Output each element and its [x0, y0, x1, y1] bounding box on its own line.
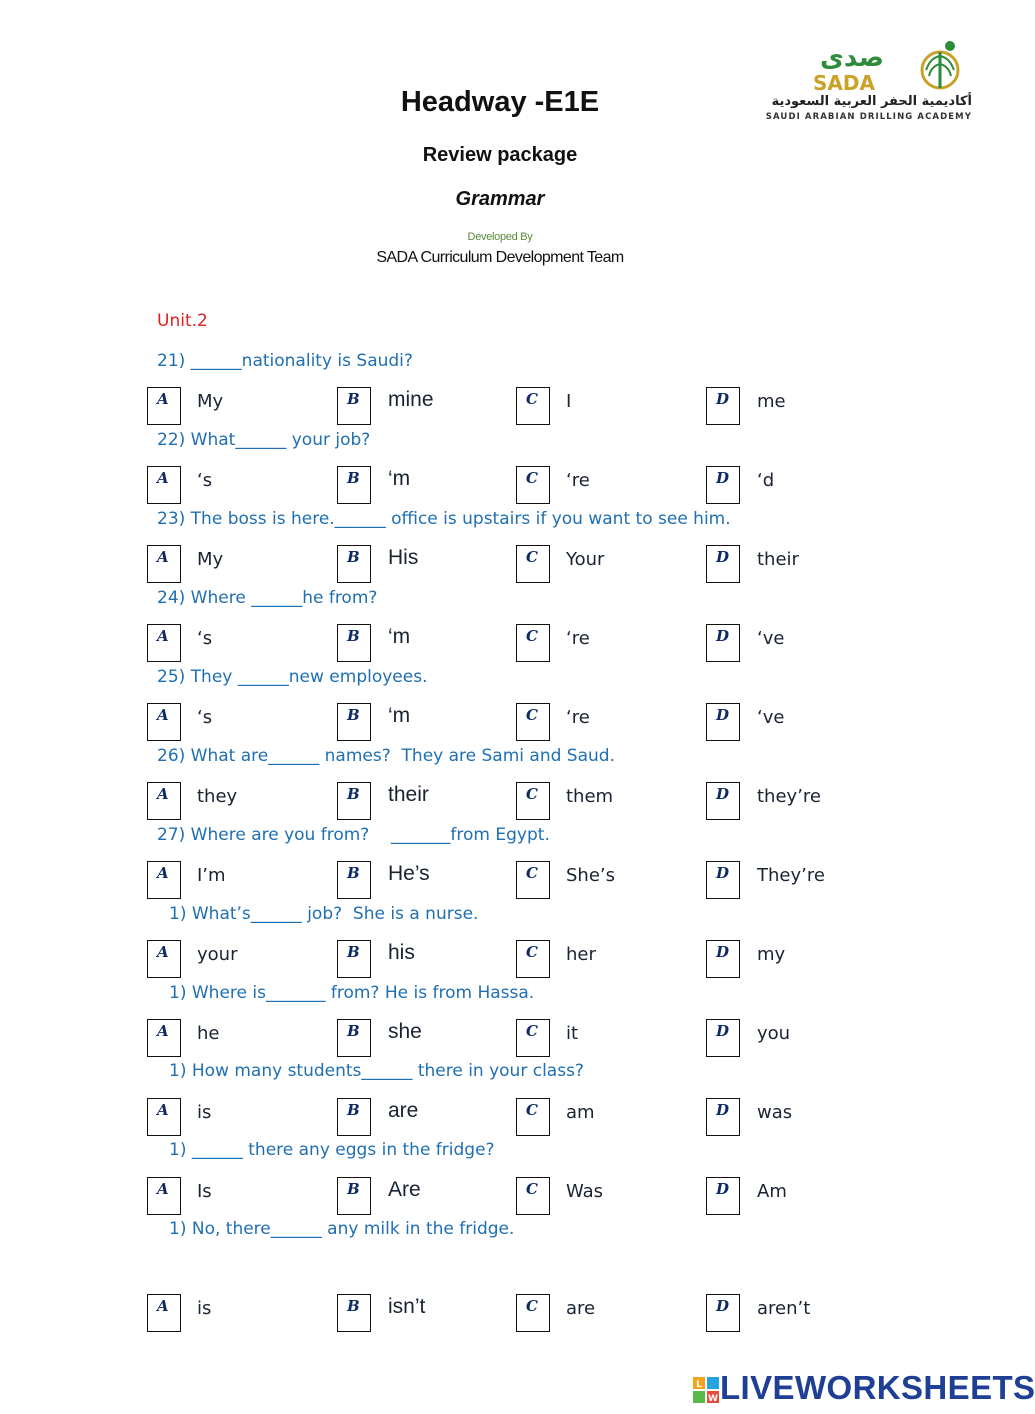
answer-checkbox-a[interactable]	[147, 1294, 181, 1332]
answer-checkbox-c[interactable]	[516, 545, 550, 583]
answer-checkbox-c[interactable]	[516, 1019, 550, 1057]
option-text-b: He’s	[388, 862, 430, 885]
option-letter: D	[716, 627, 730, 645]
question-prompt: Where is_______ from? He is from Hassa.	[191, 983, 535, 1003]
answer-checkbox-b[interactable]	[337, 861, 371, 899]
option-text-d: They’re	[757, 865, 825, 886]
answer-checkbox-b[interactable]	[337, 703, 371, 741]
team-name: SADA Curriculum Development Team	[376, 249, 624, 266]
question-prompt: ______nationality is Saudi?	[190, 351, 413, 371]
option-letter: D	[716, 1101, 730, 1119]
option-letter: C	[526, 1022, 538, 1040]
question-number: 1)	[169, 1140, 187, 1160]
answer-checkbox-d[interactable]	[706, 1098, 740, 1136]
option-letter: A	[157, 1022, 169, 1040]
option-letter: C	[526, 548, 538, 566]
option-letter: D	[716, 864, 730, 882]
option-letter: B	[347, 864, 360, 882]
option-letter: B	[347, 785, 360, 803]
option-text-a: My	[197, 549, 224, 570]
answer-checkbox-b[interactable]	[337, 466, 371, 504]
question-number: 21)	[157, 351, 186, 371]
option-text-b: she	[388, 1020, 422, 1043]
option-text-d: they’re	[757, 786, 821, 807]
answer-checkbox-a[interactable]	[147, 1098, 181, 1136]
option-letter: D	[716, 785, 730, 803]
answer-checkbox-b[interactable]	[337, 1177, 371, 1215]
answer-checkbox-a[interactable]	[147, 387, 181, 425]
answer-checkbox-a[interactable]	[147, 624, 181, 662]
option-letter: D	[716, 1022, 730, 1040]
option-letter: B	[347, 1180, 360, 1198]
option-text-a: they	[197, 786, 238, 807]
question-number: 1)	[169, 904, 187, 924]
answer-checkbox-b[interactable]	[337, 1294, 371, 1332]
question-text	[157, 430, 370, 450]
question-text	[157, 588, 377, 608]
option-letter: D	[716, 469, 730, 487]
option-text-c: am	[566, 1102, 595, 1123]
answer-checkbox-a[interactable]	[147, 782, 181, 820]
answer-checkbox-b[interactable]	[337, 1098, 371, 1136]
option-letter: A	[157, 864, 169, 882]
answer-checkbox-a[interactable]	[147, 861, 181, 899]
option-letter: D	[716, 1180, 730, 1198]
option-letter: B	[347, 548, 360, 566]
option-letter: B	[347, 1297, 360, 1315]
option-text-b: ‘m	[388, 467, 411, 490]
answer-checkbox-a[interactable]	[147, 1177, 181, 1215]
answer-checkbox-d[interactable]	[706, 466, 740, 504]
option-letter: B	[347, 390, 360, 408]
option-text-b: ‘m	[388, 625, 411, 648]
option-text-d: ‘ve	[757, 628, 785, 649]
answer-checkbox-c[interactable]	[516, 624, 550, 662]
option-letter: A	[157, 785, 169, 803]
option-text-c: Was	[566, 1181, 604, 1202]
option-text-d: was	[757, 1102, 793, 1123]
option-letter: D	[716, 943, 730, 961]
answer-checkbox-d[interactable]	[706, 703, 740, 741]
developed-by-label: Developed By	[467, 231, 533, 243]
option-text-c: ‘re	[566, 707, 590, 728]
option-text-a: your	[197, 944, 238, 965]
option-text-c: them	[566, 786, 614, 807]
question-number: 25)	[157, 667, 186, 687]
liveworksheets-logo-icon	[693, 1377, 719, 1403]
question-text	[169, 983, 534, 1003]
option-text-c: I	[566, 391, 572, 412]
option-text-c: She’s	[566, 865, 616, 886]
answer-checkbox-d[interactable]	[706, 387, 740, 425]
answer-checkbox-b[interactable]	[337, 624, 371, 662]
question-text	[169, 1219, 514, 1239]
answer-checkbox-b[interactable]	[337, 387, 371, 425]
option-text-a: I’m	[197, 865, 226, 886]
option-letter: C	[526, 706, 538, 724]
option-letter: C	[526, 1297, 538, 1315]
question-number: 27)	[157, 825, 186, 845]
option-letter: A	[157, 1101, 169, 1119]
option-letter: B	[347, 1101, 360, 1119]
answer-checkbox-a[interactable]	[147, 703, 181, 741]
question-text	[157, 746, 615, 766]
answer-checkbox-b[interactable]	[337, 1019, 371, 1057]
option-letter: C	[526, 1180, 538, 1198]
question-prompt: They ______new employees.	[190, 667, 428, 687]
answer-checkbox-b[interactable]	[337, 782, 371, 820]
answer-checkbox-a[interactable]	[147, 466, 181, 504]
question-number: 23)	[157, 509, 186, 529]
option-letter: A	[157, 390, 169, 408]
answer-checkbox-d[interactable]	[706, 1019, 740, 1057]
option-letter: B	[347, 943, 360, 961]
option-text-d: my	[757, 944, 786, 965]
option-letter: C	[526, 785, 538, 803]
unit-label: Unit.2	[157, 311, 208, 331]
question-number: 1)	[169, 1061, 187, 1081]
answer-checkbox-b[interactable]	[337, 545, 371, 583]
question-number: 1)	[169, 1219, 187, 1239]
question-prompt: How many students______ there in your class?	[191, 1061, 584, 1081]
logo-arabic-name: أكاديمية الحفر العربية السعودية	[771, 94, 972, 109]
answer-checkbox-d[interactable]	[706, 940, 740, 978]
option-letter: D	[716, 548, 730, 566]
option-letter: B	[347, 469, 360, 487]
answer-checkbox-d[interactable]	[706, 545, 740, 583]
answer-checkbox-d[interactable]	[706, 624, 740, 662]
question-prompt: Where ______he from?	[190, 588, 378, 608]
option-letter: D	[716, 1297, 730, 1315]
option-text-b: are	[388, 1099, 419, 1122]
logo-icon-letter-l: L	[696, 1380, 702, 1390]
option-text-a: ‘s	[197, 628, 213, 649]
question-prompt: Where are you from? _______from Egypt.	[190, 825, 550, 845]
option-text-d: Am	[757, 1181, 787, 1202]
option-text-d: me	[757, 391, 786, 412]
option-text-b: Are	[388, 1178, 421, 1201]
option-text-b: their	[388, 783, 429, 806]
logo-icon-letter-w: W	[708, 1394, 718, 1404]
option-letter: C	[526, 627, 538, 645]
option-text-a: ‘s	[197, 470, 213, 491]
answer-checkbox-c[interactable]	[516, 1294, 550, 1332]
question-prompt: What______ your job?	[190, 430, 371, 450]
subject-heading: Grammar	[455, 188, 545, 210]
option-text-c: it	[566, 1023, 579, 1044]
option-text-b: ‘m	[388, 704, 411, 727]
option-text-c: her	[566, 944, 596, 965]
option-text-a: is	[197, 1102, 212, 1123]
option-letter: D	[716, 390, 730, 408]
option-text-d: you	[757, 1023, 791, 1044]
option-letter: A	[157, 469, 169, 487]
answer-checkbox-d[interactable]	[706, 782, 740, 820]
question-text	[169, 1061, 584, 1081]
option-text-c: are	[566, 1298, 596, 1319]
option-letter: B	[347, 706, 360, 724]
option-text-b: his	[388, 941, 415, 964]
option-letter: C	[526, 1101, 538, 1119]
answer-checkbox-c[interactable]	[516, 387, 550, 425]
page-title: Headway -E1E	[400, 86, 600, 118]
page-subtitle: Review package	[422, 144, 578, 166]
option-text-b: isn’t	[388, 1295, 426, 1318]
answer-checkbox-a[interactable]	[147, 545, 181, 583]
option-text-a: Is	[197, 1181, 212, 1202]
answer-checkbox-c[interactable]	[516, 940, 550, 978]
option-text-a: is	[197, 1298, 212, 1319]
question-text	[169, 1140, 495, 1160]
option-text-b: mine	[388, 388, 434, 411]
answer-checkbox-a[interactable]	[147, 1019, 181, 1057]
answer-checkbox-d[interactable]	[706, 861, 740, 899]
option-letter: C	[526, 943, 538, 961]
answer-checkbox-c[interactable]	[516, 861, 550, 899]
answer-checkbox-c[interactable]	[516, 782, 550, 820]
option-letter: A	[157, 1297, 169, 1315]
option-text-c: ‘re	[566, 628, 590, 649]
question-prompt: What’s______ job? She is a nurse.	[191, 904, 479, 924]
option-letter: A	[157, 627, 169, 645]
answer-checkbox-c[interactable]	[516, 703, 550, 741]
option-letter: A	[157, 943, 169, 961]
option-letter: A	[157, 706, 169, 724]
option-text-a: he	[197, 1023, 220, 1044]
option-letter: C	[526, 390, 538, 408]
option-text-a: ‘s	[197, 707, 213, 728]
option-text-d: aren’t	[757, 1298, 811, 1319]
option-text-d: their	[757, 549, 799, 570]
logo-english-name: SAUDI ARABIAN DRILLING ACADEMY	[765, 112, 972, 122]
answer-checkbox-a[interactable]	[147, 940, 181, 978]
question-prompt: No, there______ any milk in the fridge.	[191, 1219, 515, 1239]
question-text	[157, 667, 427, 687]
option-text-d: ‘d	[757, 470, 775, 491]
palm-emblem-icon	[922, 41, 958, 88]
question-prompt: What are______ names? They are Sami and Saud.	[190, 746, 615, 766]
question-number: 1)	[169, 983, 187, 1003]
question-number: 22)	[157, 430, 186, 450]
answer-checkbox-c[interactable]	[516, 1177, 550, 1215]
option-letter: C	[526, 469, 538, 487]
option-text-c: ‘re	[566, 470, 590, 491]
option-text-a: My	[197, 391, 224, 412]
liveworksheets-brand: LIVEWORKSHEETS	[720, 1369, 1035, 1406]
question-prompt: The boss is here.______ office is upstairs if you want to see him.	[190, 509, 731, 529]
option-text-c: Your	[566, 549, 605, 570]
answer-checkbox-c[interactable]	[516, 466, 550, 504]
option-text-d: ‘ve	[757, 707, 785, 728]
option-letter: C	[526, 864, 538, 882]
logo-brand: SADA	[813, 71, 875, 95]
option-letter: A	[157, 1180, 169, 1198]
answer-checkbox-b[interactable]	[337, 940, 371, 978]
question-text	[157, 825, 550, 845]
option-letter: B	[347, 627, 360, 645]
question-text	[157, 509, 731, 529]
option-letter: D	[716, 706, 730, 724]
question-text	[157, 351, 413, 371]
question-prompt: ______ there any eggs in the fridge?	[191, 1140, 495, 1160]
answer-checkbox-d[interactable]	[706, 1177, 740, 1215]
option-text-b: His	[388, 546, 419, 569]
answer-checkbox-c[interactable]	[516, 1098, 550, 1136]
logo-arabic-mark: صدى	[820, 43, 884, 73]
question-text	[169, 904, 478, 924]
answer-checkbox-d[interactable]	[706, 1294, 740, 1332]
question-number: 24)	[157, 588, 186, 608]
option-letter: B	[347, 1022, 360, 1040]
question-number: 26)	[157, 746, 186, 766]
option-letter: A	[157, 548, 169, 566]
